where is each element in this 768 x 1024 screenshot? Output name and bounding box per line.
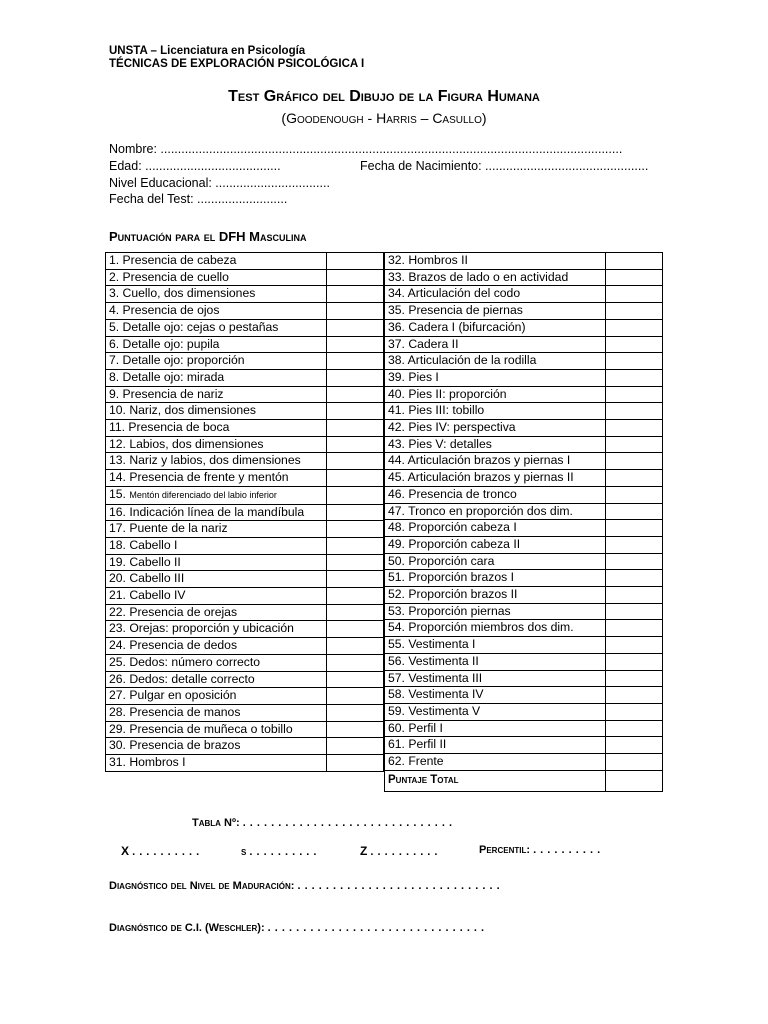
percentil-field[interactable]: Percentil: . . . . . . . . . . — [479, 844, 601, 856]
field-nivel-educacional[interactable]: Nivel Educacional: ................................. — [109, 176, 330, 190]
table-row — [106, 571, 384, 588]
score-cell[interactable] — [327, 588, 384, 605]
table-row — [385, 520, 663, 537]
item-label: 8. Detalle ojo: mirada — [106, 369, 327, 386]
score-cell[interactable] — [605, 336, 662, 353]
item-number: 15. — [109, 486, 126, 501]
table-row — [106, 486, 384, 504]
score-cell[interactable] — [327, 537, 384, 554]
item-label: 6. Detalle ojo: pupila — [106, 336, 327, 353]
item-label: 49. Proporción cabeza II — [385, 536, 606, 553]
table-row — [385, 403, 663, 420]
table-row — [106, 403, 384, 420]
item-label: 61. Perfil II — [385, 737, 606, 754]
table-row — [385, 587, 663, 604]
score-cell[interactable] — [605, 570, 662, 587]
score-cell[interactable] — [327, 738, 384, 755]
item-label: 29. Presencia de muñeca o tobillo — [106, 721, 327, 738]
item-label: 44. Articulación brazos y piernas I — [385, 453, 606, 470]
item-label: 30. Presencia de brazos — [106, 738, 327, 755]
x-field[interactable]: X . . . . . . . . . . — [121, 844, 200, 858]
table-row — [106, 386, 384, 403]
table-row — [385, 703, 663, 720]
s-field[interactable]: s . . . . . . . . . . — [241, 844, 317, 858]
score-cell[interactable] — [327, 369, 384, 386]
item-label: 42. Pies IV: perspectiva — [385, 420, 606, 437]
score-cell[interactable] — [327, 436, 384, 453]
score-cell[interactable] — [327, 403, 384, 420]
score-cell[interactable] — [327, 269, 384, 286]
table-row — [106, 638, 384, 655]
score-cell[interactable] — [327, 453, 384, 470]
item-label: 24. Presencia de dedos — [106, 638, 327, 655]
score-cell[interactable] — [327, 253, 384, 270]
field-fecha-test[interactable]: Fecha del Test: .......................... — [109, 192, 288, 206]
puntaje-total-cell[interactable] — [605, 770, 662, 791]
item-label: 57. Vestimenta III — [385, 670, 606, 687]
header-line-2: TÉCNICAS DE EXPLORACIÓN PSICOLÓGICA I — [109, 58, 365, 70]
document-subtitle: (Goodenough - Harris – Casullo) — [281, 110, 487, 126]
item-label: 19. Cabello II — [106, 554, 327, 571]
score-cell[interactable] — [605, 536, 662, 553]
score-cell[interactable] — [605, 453, 662, 470]
item-label: 58. Vestimenta IV — [385, 687, 606, 704]
item-label: 27. Pulgar en oposición — [106, 688, 327, 705]
table-row — [106, 253, 384, 270]
table-row — [385, 553, 663, 570]
item-label: 3. Cuello, dos dimensiones — [106, 286, 327, 303]
puntaje-total-label: Puntaje Total — [385, 770, 606, 791]
score-cell[interactable] — [605, 703, 662, 720]
item-label: 7. Detalle ojo: proporción — [106, 353, 327, 370]
table-row — [385, 503, 663, 520]
table-row — [385, 336, 663, 353]
table-row — [106, 704, 384, 721]
table-row — [106, 286, 384, 303]
table-row — [106, 721, 384, 738]
item-label: 52. Proporción brazos II — [385, 587, 606, 604]
item-label: 18. Cabello I — [106, 537, 327, 554]
table-row — [385, 386, 663, 403]
score-cell[interactable] — [327, 671, 384, 688]
score-cell[interactable] — [605, 603, 662, 620]
item-label: 28. Presencia de manos — [106, 704, 327, 721]
table-row — [106, 369, 384, 386]
item-label: 50. Proporción cara — [385, 553, 606, 570]
table-row — [106, 504, 384, 521]
score-cell[interactable] — [327, 688, 384, 705]
table-row — [106, 654, 384, 671]
item-label: 51. Proporción brazos I — [385, 570, 606, 587]
score-cell[interactable] — [605, 687, 662, 704]
score-cell[interactable] — [605, 653, 662, 670]
score-cell[interactable] — [327, 604, 384, 621]
table-row — [385, 253, 663, 270]
section-title: Puntuación para el DFH Masculina — [109, 229, 307, 244]
score-cell[interactable] — [327, 504, 384, 521]
table-row — [106, 470, 384, 487]
table-row — [385, 653, 663, 670]
table-row — [106, 336, 384, 353]
item-label: 14. Presencia de frente y mentón — [106, 470, 327, 487]
table-row — [385, 353, 663, 370]
score-cell[interactable] — [605, 420, 662, 437]
score-cell[interactable] — [327, 721, 384, 738]
score-cell[interactable] — [327, 286, 384, 303]
table-row — [385, 570, 663, 587]
score-cell[interactable] — [605, 720, 662, 737]
table-row — [106, 738, 384, 755]
item-label: 10. Nariz, dos dimensiones — [106, 403, 327, 420]
score-cell[interactable] — [605, 587, 662, 604]
diagnostico-ci-field[interactable]: Diagnóstico de C.I. (Weschler): . . . . . . . . . . . . . . . . . . . . . . . . . . . . . . . — [109, 922, 485, 934]
item-label: 22. Presencia de orejas — [106, 604, 327, 621]
table-row — [106, 688, 384, 705]
field-fecha-nacimiento[interactable]: Fecha de Nacimiento: ............................................... — [360, 159, 649, 173]
item-label: 47. Tronco en proporción dos dim. — [385, 503, 606, 520]
item-description-small: Mentón diferenciado del labio inferior — [129, 489, 277, 500]
item-label: 13. Nariz y labios, dos dimensiones — [106, 453, 327, 470]
score-cell[interactable] — [605, 503, 662, 520]
item-label: 60. Perfil I — [385, 720, 606, 737]
item-label: 32. Hombros II — [385, 253, 606, 270]
item-label: 11. Presencia de boca — [106, 420, 327, 437]
item-label: 56. Vestimenta II — [385, 653, 606, 670]
table-row — [385, 420, 663, 437]
item-label: 39. Pies I — [385, 369, 606, 386]
field-edad[interactable]: Edad: ....................................... — [109, 159, 281, 173]
score-cell[interactable] — [605, 520, 662, 537]
table-row — [106, 303, 384, 320]
table-row — [385, 269, 663, 286]
score-cell[interactable] — [605, 754, 662, 771]
tabla-field[interactable]: Tabla Nº: . . . . . . . . . . . . . . . . . . . . . . . . . . . . . . — [192, 817, 453, 829]
item-label: 31. Hombros I — [106, 755, 327, 772]
score-cell[interactable] — [605, 670, 662, 687]
score-cell[interactable] — [605, 737, 662, 754]
item-label: 45. Articulación brazos y piernas II — [385, 470, 606, 487]
score-cell[interactable] — [327, 554, 384, 571]
item-label: 37. Cadera II — [385, 336, 606, 353]
item-label: 35. Presencia de piernas — [385, 303, 606, 320]
table-row — [106, 537, 384, 554]
total-row — [385, 770, 663, 791]
table-row — [385, 620, 663, 637]
field-nombre[interactable]: Nombre: ..................................................................................................................................... — [109, 142, 623, 156]
item-label: 21. Cabello IV — [106, 588, 327, 605]
score-cell[interactable] — [605, 286, 662, 303]
item-label: 16. Indicación línea de la mandíbula — [106, 504, 327, 521]
item-label: 23. Orejas: proporción y ubicación — [106, 621, 327, 638]
table-row — [385, 670, 663, 687]
score-table-right — [384, 252, 663, 792]
table-row — [106, 671, 384, 688]
table-row — [385, 720, 663, 737]
score-cell[interactable] — [327, 638, 384, 655]
score-cell[interactable] — [605, 303, 662, 320]
item-label: 25. Dedos: número correcto — [106, 654, 327, 671]
item-label: 38. Articulación de la rodilla — [385, 353, 606, 370]
item-label: 5. Detalle ojo: cejas o pestañas — [106, 319, 327, 336]
score-cell[interactable] — [327, 319, 384, 336]
table-row — [385, 286, 663, 303]
score-cell[interactable] — [605, 386, 662, 403]
item-label: 40. Pies II: proporción — [385, 386, 606, 403]
item-label: 41. Pies III: tobillo — [385, 403, 606, 420]
item-label: 4. Presencia de ojos — [106, 303, 327, 320]
document-title: Test Gráfico del Dibujo de la Figura Humana — [228, 88, 540, 105]
score-cell[interactable] — [327, 571, 384, 588]
score-cell[interactable] — [605, 403, 662, 420]
table-row — [106, 319, 384, 336]
header-line-1: UNSTA – Licenciatura en Psicología — [109, 45, 306, 57]
item-label: 62. Frente — [385, 754, 606, 771]
item-label: 20. Cabello III — [106, 571, 327, 588]
score-cell[interactable] — [327, 755, 384, 772]
table-row — [106, 353, 384, 370]
table-row — [385, 687, 663, 704]
table-row — [385, 303, 663, 320]
table-row — [106, 604, 384, 621]
z-field[interactable]: Z . . . . . . . . . . — [360, 844, 438, 858]
score-cell[interactable] — [605, 620, 662, 637]
table-row — [385, 637, 663, 654]
table-row — [385, 536, 663, 553]
score-cell[interactable] — [327, 486, 384, 504]
score-table-left — [105, 252, 384, 772]
item-label: 34. Articulación del codo — [385, 286, 606, 303]
item-label: 33. Brazos de lado o en actividad — [385, 269, 606, 286]
table-row — [106, 588, 384, 605]
score-cell[interactable] — [327, 420, 384, 437]
score-cell[interactable] — [327, 386, 384, 403]
score-cell[interactable] — [605, 369, 662, 386]
item-label: 54. Proporción miembros dos dim. — [385, 620, 606, 637]
score-cell[interactable] — [605, 253, 662, 270]
table-row — [106, 436, 384, 453]
table-row — [385, 754, 663, 771]
table-row — [106, 269, 384, 286]
table-row — [385, 436, 663, 453]
table-row — [106, 420, 384, 437]
score-cell[interactable] — [605, 269, 662, 286]
score-cell[interactable] — [327, 621, 384, 638]
score-cell[interactable] — [605, 353, 662, 370]
table-row — [385, 470, 663, 487]
score-cell[interactable] — [327, 704, 384, 721]
item-label: 12. Labios, dos dimensiones — [106, 436, 327, 453]
score-cell[interactable] — [605, 470, 662, 487]
score-cell[interactable] — [327, 303, 384, 320]
item-label: 46. Presencia de tronco — [385, 486, 606, 503]
table-row — [385, 737, 663, 754]
score-cell[interactable] — [605, 486, 662, 503]
table-row — [106, 755, 384, 772]
item-label: 43. Pies V: detalles — [385, 436, 606, 453]
table-row — [385, 319, 663, 336]
item-label: 2. Presencia de cuello — [106, 269, 327, 286]
item-label: 53. Proporción piernas — [385, 603, 606, 620]
score-cell[interactable] — [605, 436, 662, 453]
score-cell[interactable] — [605, 553, 662, 570]
score-cell[interactable] — [327, 470, 384, 487]
score-cell[interactable] — [327, 521, 384, 538]
table-row — [106, 453, 384, 470]
item-label: 48. Proporción cabeza I — [385, 520, 606, 537]
item-label: 26. Dedos: detalle correcto — [106, 671, 327, 688]
item-label: 36. Cadera I (bifurcación) — [385, 319, 606, 336]
table-row — [385, 369, 663, 386]
item-label: 9. Presencia de nariz — [106, 386, 327, 403]
score-cell[interactable] — [327, 336, 384, 353]
item-label: 17. Puente de la nariz — [106, 521, 327, 538]
item-label: 59. Vestimenta V — [385, 703, 606, 720]
item-label: 1. Presencia de cabeza — [106, 253, 327, 270]
score-cell[interactable] — [327, 353, 384, 370]
score-cell[interactable] — [605, 319, 662, 336]
table-row — [385, 486, 663, 503]
score-cell[interactable] — [605, 637, 662, 654]
diagnostico-maduracion-field[interactable]: Diagnóstico del Nivel de Maduración: . . . . . . . . . . . . . . . . . . . . . . . . . . . . . — [109, 880, 501, 892]
table-row — [106, 621, 384, 638]
item-label: 55. Vestimenta I — [385, 637, 606, 654]
item-label — [106, 486, 327, 504]
table-row — [385, 453, 663, 470]
score-cell[interactable] — [327, 654, 384, 671]
table-row — [385, 603, 663, 620]
table-row — [106, 521, 384, 538]
table-row — [106, 554, 384, 571]
